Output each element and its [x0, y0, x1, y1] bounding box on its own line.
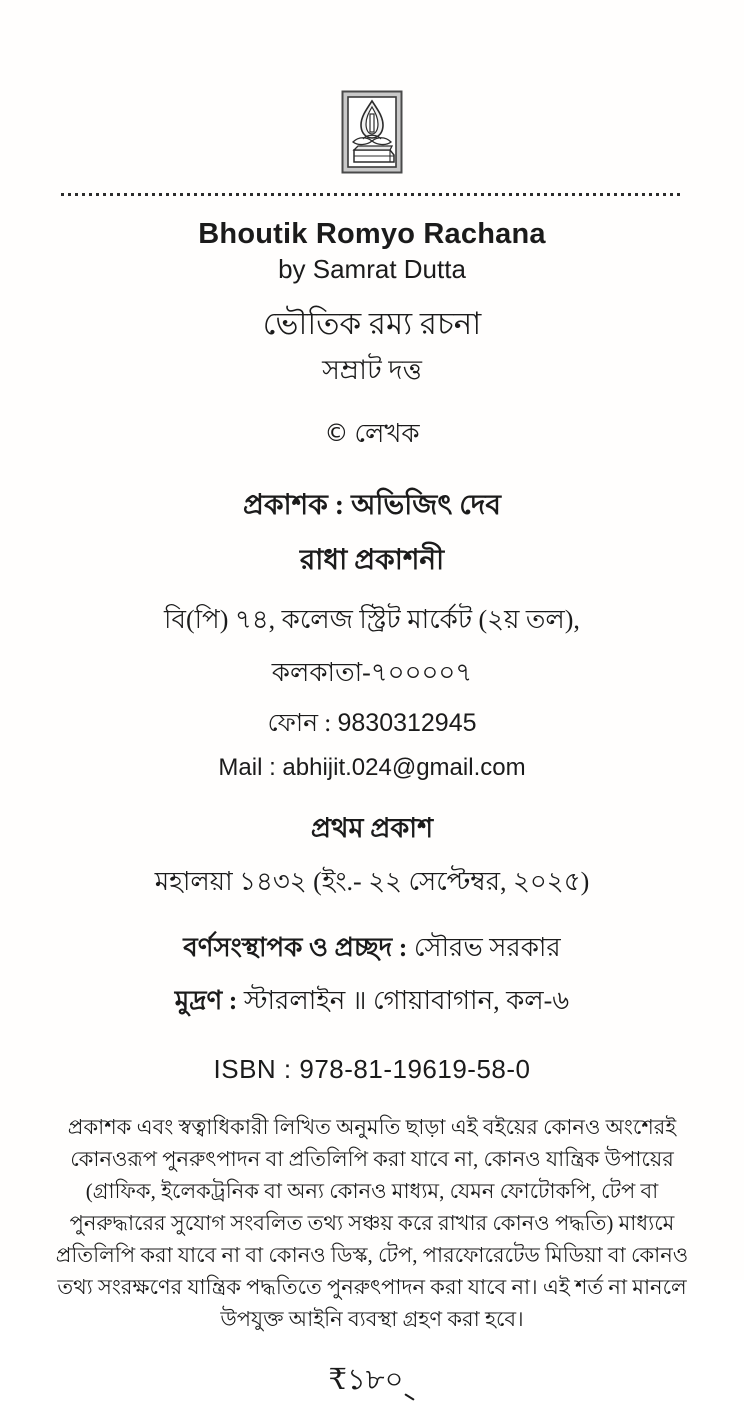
- phone-number: 9830312945: [337, 708, 477, 737]
- typesetting-cover-value: সৌরভ সরকার: [413, 932, 561, 962]
- rights-line: প্রতিলিপি করা যাবে না বা কোনও ডিস্ক, টেপ, পারফোরেটেড মিডিয়া বা কোনও: [55, 1242, 689, 1267]
- rights-line: প্রকাশক এবং স্বত্বাধিকারী লিখিত অনুমতি ছাড়া এই বইয়ের কোনও অংশেরই: [67, 1114, 677, 1139]
- dotted-divider: [61, 193, 683, 196]
- copyright-icon: ©: [324, 418, 355, 447]
- copyright-holder: লেখক: [354, 418, 420, 448]
- printing-credit: [0, 980, 744, 1024]
- rights-notice: [46, 1111, 698, 1335]
- typesetting-cover-label: বর্ণসংস্থাপক ও প্রচ্ছদ :: [183, 932, 408, 962]
- author-name-bengali: সম্রাট দত্ত: [322, 354, 422, 385]
- copyright-line: [0, 413, 744, 457]
- address-line-2: কলকাতা-৭০০০০৭: [271, 657, 473, 687]
- email-line: Mail : abhijit.024@gmail.com: [218, 753, 526, 781]
- address-line-1: বি(পি) ৭৪, কলেজ স্ট্রিট মার্কেট (২য় তল),: [164, 604, 580, 634]
- publisher-lamp-emblem-icon: [341, 90, 403, 174]
- edition-heading: প্রথম প্রকাশ: [310, 812, 434, 843]
- logo-container: [0, 0, 744, 179]
- edition-date: মহালয়া ১৪৩২ (ইং.- ২২ সেপ্টেম্বর, ২০২৫): [154, 866, 590, 896]
- rights-line: কোনওরূপ পুনরুৎপাদন বা প্রতিলিপি করা যাবে না, কোনও যান্ত্রিক উপায়ের: [70, 1146, 674, 1171]
- book-title-bengali: ভৌতিক রম্য রচনা: [262, 306, 482, 341]
- publisher-line: প্রকাশক : অভিজিৎ দেব: [243, 489, 501, 521]
- price-line: [0, 1357, 744, 1406]
- price-value: ₹১৮০: [328, 1363, 404, 1396]
- isbn-line: ISBN : 978-81-19619-58-0: [213, 1053, 531, 1084]
- rights-line: পুনরুদ্ধারের সুযোগ সংবলিত তথ্য সঞ্চয় করে রাখার কোনও পদ্ধতি) মাধ্যমে: [69, 1210, 675, 1235]
- book-title-english: Bhoutik Romyo Rachana: [198, 218, 546, 250]
- phone-line: [0, 703, 744, 746]
- phone-label: ফোন :: [267, 709, 332, 737]
- printing-label: মুদ্রণ :: [174, 985, 238, 1015]
- author-byline-english: by Samrat Dutta: [278, 254, 466, 284]
- printing-value: স্টারলাইন ॥ গোয়াবাগান, কল-৬: [243, 985, 570, 1015]
- rights-line: তথ্য সংরক্ষণের যান্ত্রিক পদ্ধতিতে পুনরুৎপাদন করা যাবে না। এই শর্ত না মানলে: [57, 1274, 687, 1299]
- typesetting-cover-credit: [0, 927, 744, 971]
- rights-line: (গ্রাফিক, ইলেকট্রনিক বা অন্য কোনও মাধ্যম, যেমন ফোটোকপি, টেপ বা: [85, 1178, 659, 1203]
- rights-line: উপযুক্ত আইনি ব্যবস্থা গ্রহণ করা হবে।: [220, 1306, 524, 1331]
- imprint-name: রাধা প্রকাশনী: [299, 544, 445, 576]
- price-tick-mark: [405, 1393, 415, 1401]
